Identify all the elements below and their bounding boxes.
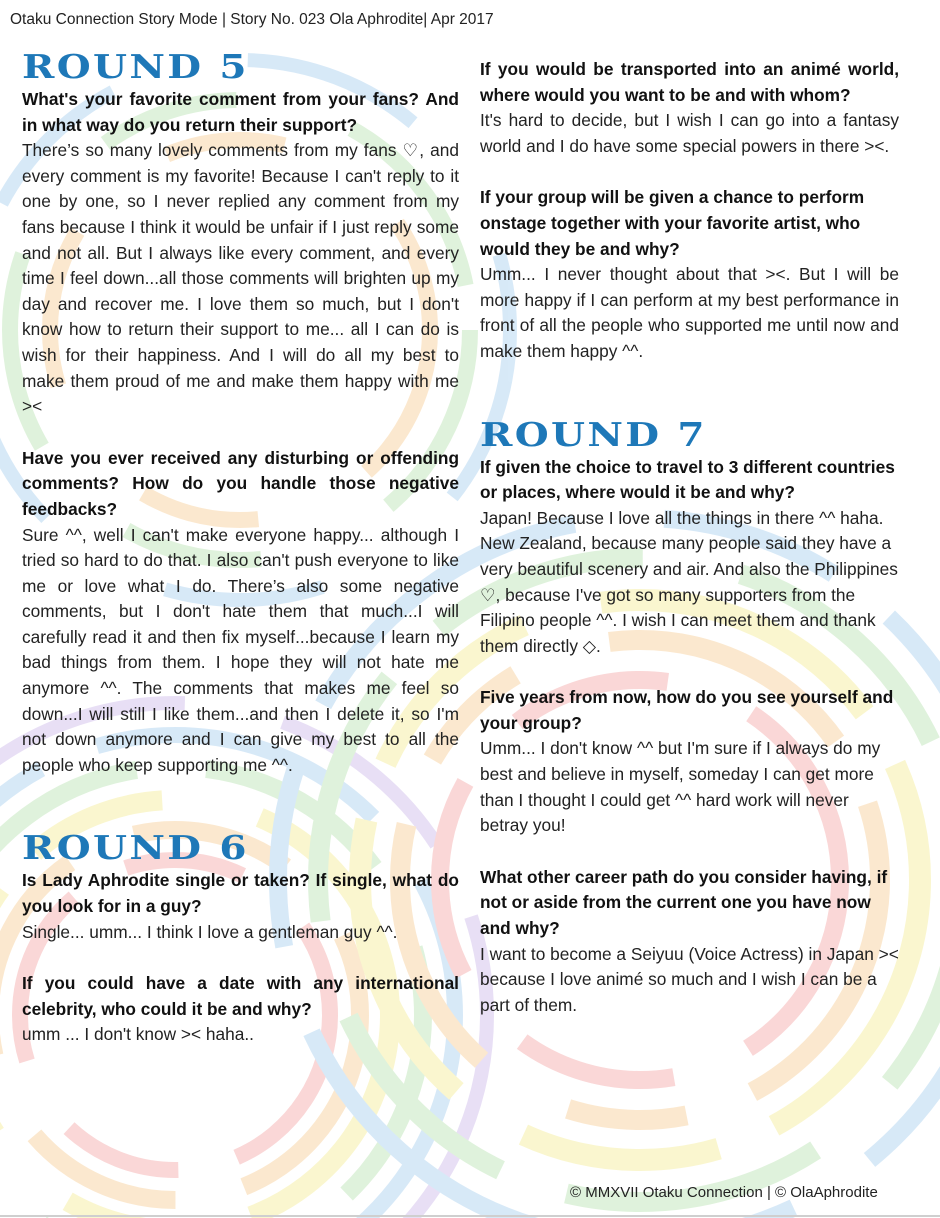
round-6-heading: ROUND 6 xyxy=(22,828,249,868)
round-7-answer-2: Umm... I don't know ^^ but I'm sure if I always do my best and believe in myself, someday I can get more than I thought I could get ^^ hard work will never betray you! xyxy=(480,738,881,836)
left-column xyxy=(22,49,459,1048)
round-5-answer-1: There’s so many lovely comments from my fans ♡, and every comment is my favorite! Because I can't reply to it one by one, so I never replied any comment from my fans because I think it would be unfair if I just reply some and not all. But I always like every comment, and every time I feel down...all those comments will brighten up my day and recover me. I love them so much, but I don't know how to return their support to me... all I can do is wish for their happiness. And I will do all my best to make them proud of me and make them happy with me >< xyxy=(22,140,459,417)
right-column xyxy=(480,57,899,1018)
spacer xyxy=(22,945,459,971)
round-7-answer-1: Japan! Because I love all the things in there ^^ haha. New Zealand, because many people said they have a very beautiful scenery and air. And also the Philippines ♡, because I've got so many supporters from the Filipino people ^^. I wish I can meet them and thank them directly ◇. xyxy=(480,507,898,656)
page-footer: © MMXVII Otaku Connection | © OlaAphrodite xyxy=(570,1184,878,1201)
round-5-heading: ROUND 5 xyxy=(22,47,249,86)
round-7-question-2: Five years from now, how do you see yourself and your group? xyxy=(480,687,894,733)
spacer xyxy=(480,159,899,185)
round-5-answer-2: Sure ^^, well I can't make everyone happy... although I tried so hard to do that. I also can't push everyone to like me or love what I do. There’s also some negative comments, but I don't hate them that much...I will carefully read it and then fix myself...because I learn my bad things from them. I hope they will not hate me anymore ^^. The comments that makes me feel so down...I will still I like them...and then I delete it, so I'm not down anymore and I can give my best to all the people who keep supporting me ^^. xyxy=(22,524,459,775)
round-7-question-3: What other career path do you consider having, if not or aside from the current one you have now and why? xyxy=(480,866,888,939)
round-5-question-1: What's your favorite comment from your fans? And in what way do you return their support? xyxy=(22,89,459,135)
round-6-answer-2: umm ... I don't know >< haha.. xyxy=(22,1024,254,1045)
round-6-question-2: If you could have a date with any international celebrity, who could it be and why? xyxy=(22,973,459,1019)
spacer xyxy=(480,659,899,685)
round-6-question-3: If you would be transported into an animé world, where would you want to be and with whom? xyxy=(480,59,899,105)
round-7-answer-3: I want to become a Seiyuu (Voice Actress) in Japan >< because I love animé so much and I wish I can be a part of them. xyxy=(480,943,899,1015)
page-header: Otaku Connection Story Mode | Story No. 023 Ola Aphrodite| Apr 2017 xyxy=(10,11,494,28)
round-5-question-2: Have you ever received any disturbing or offending comments? How do you handle those negative feedbacks? xyxy=(22,447,459,519)
spacer xyxy=(480,365,899,417)
round-7-question-1: If given the choice to travel to 3 different countries or places, where would it be and why? xyxy=(480,456,895,503)
spacer xyxy=(22,778,459,830)
spacer xyxy=(22,420,459,446)
round-6-question-1: Is Lady Aphrodite single or taken? If single, what do you look for in a guy? xyxy=(22,870,459,917)
round-6-question-4: If your group will be given a chance to perform onstage together with your favorite artist, who would they be and why? xyxy=(480,187,865,259)
round-6-answer-1: Single... umm... I think I love a gentleman guy ^^. xyxy=(22,921,398,942)
round-6-answer-4: Umm... I never thought about that ><. But I will be more happy if I can perform at my best performance in front of all the people who supported me until now and make them happy ^^. xyxy=(480,264,899,361)
round-7-heading: ROUND 7 xyxy=(480,414,707,454)
round-6-answer-3: It's hard to decide, but I wish I can go into a fantasy world and I do have some special powers in there ><. xyxy=(480,110,899,156)
spacer xyxy=(480,839,899,865)
